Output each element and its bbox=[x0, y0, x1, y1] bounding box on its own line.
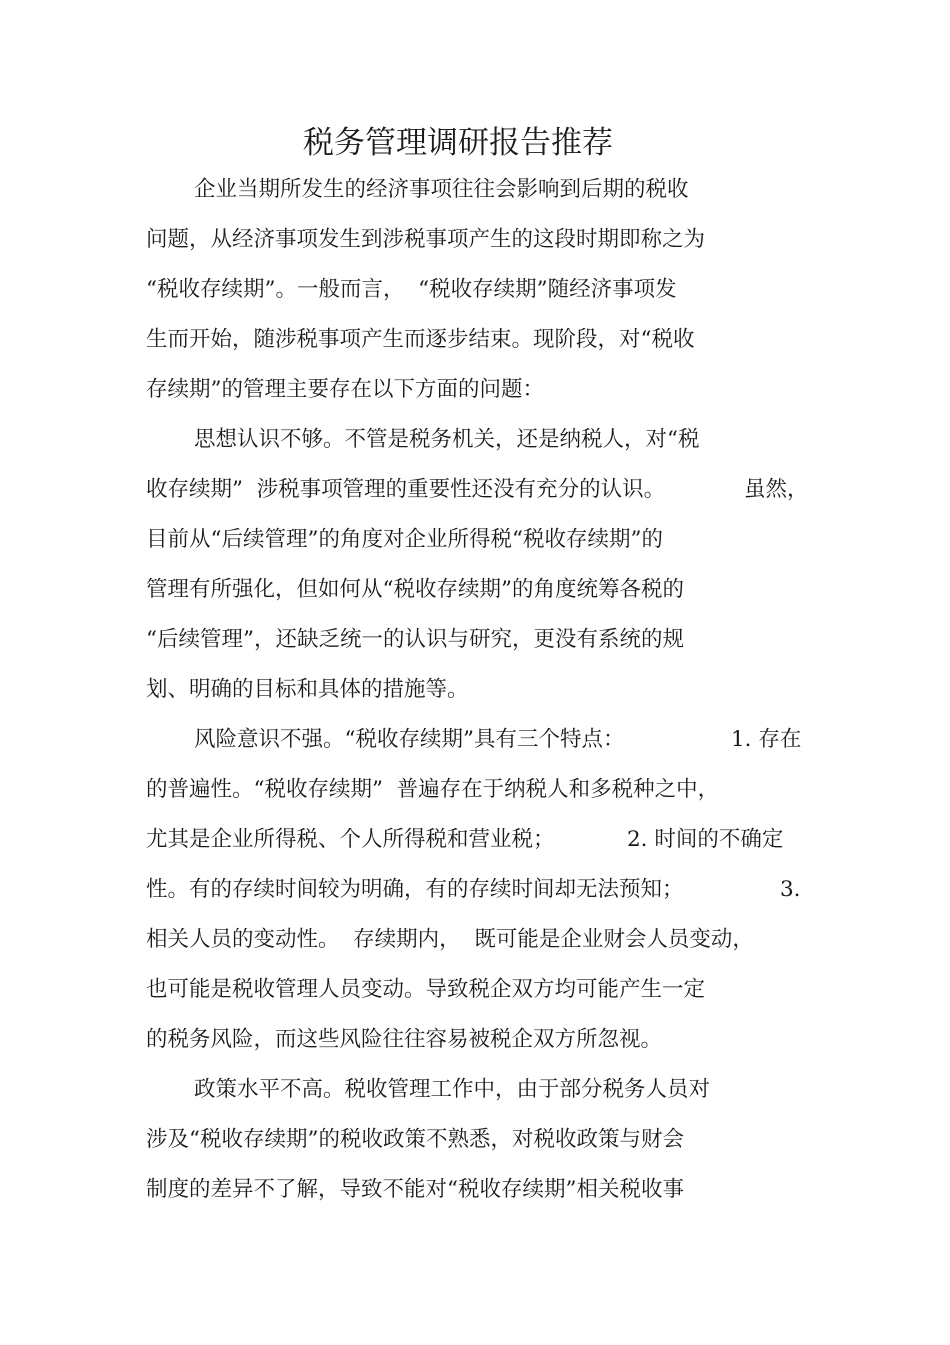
paragraph-1-line-3: “税收存续期”。一般而言， “税收存续期”随经济事项发 bbox=[146, 277, 677, 302]
paragraph-3-line-3: 尤其是企业所得税、个人所得税和营业税； bbox=[146, 827, 555, 852]
paragraph-3-line-6: 也可能是税收管理人员变动。导致税企双方均可能产生一定 bbox=[146, 977, 706, 1002]
paragraph-2-line-2-tail: 虽然， bbox=[744, 477, 809, 502]
paragraph-2-line-6: 划、明确的目标和具体的措施等。 bbox=[146, 677, 469, 702]
paragraph-2-line-5: “后续管理”，还缺乏统一的认识与研究，更没有系统的规 bbox=[146, 627, 684, 652]
paragraph-4-line-2: 涉及“税收存续期”的税收政策不熟悉，对税收政策与财会 bbox=[146, 1127, 684, 1152]
paragraph-3-line-4-tail: 3. bbox=[780, 877, 801, 902]
paragraph-3-line-7: 的税务风险，而这些风险往往容易被税企双方所忽视。 bbox=[146, 1027, 663, 1052]
paragraph-2-line-4: 管理有所强化，但如何从“税收存续期”的角度统筹各税的 bbox=[146, 577, 684, 602]
paragraph-3-line-1-tail: 1. 存在 bbox=[731, 727, 802, 752]
paragraph-2-line-3: 目前从“后续管理”的角度对企业所得税“税收存续期”的 bbox=[146, 527, 663, 552]
paragraph-1-line-2: 问题，从经济事项发生到涉税事项产生的这段时期即称之为 bbox=[146, 227, 706, 252]
paragraph-1-line-5: 存续期”的管理主要存在以下方面的问题： bbox=[146, 377, 544, 402]
paragraph-3-line-4: 性。有的存续时间较为明确，有的存续时间却无法预知； bbox=[146, 877, 684, 902]
paragraph-2-line-2: 收存续期” 涉税事项管理的重要性还没有充分的认识。 bbox=[146, 477, 666, 502]
paragraph-3-line-1: 风险意识不强。“税收存续期”具有三个特点： bbox=[194, 727, 625, 752]
paragraph-2-line-1: 思想认识不够。不管是税务机关，还是纳税人，对“税 bbox=[194, 427, 700, 452]
paragraph-4-line-3: 制度的差异不了解，导致不能对“税收存续期”相关税收事 bbox=[146, 1177, 684, 1202]
paragraph-3-line-5: 相关人员的变动性。 存续期内， 既可能是企业财会人员变动， bbox=[146, 927, 754, 952]
document-title: 税务管理调研报告推荐 bbox=[303, 125, 613, 161]
paragraph-3-line-2: 的普遍性。“税收存续期” 普遍存在于纳税人和多税种之中， bbox=[146, 777, 720, 802]
paragraph-3-line-3-tail: 2. 时间的不确定 bbox=[627, 827, 784, 852]
paragraph-4-line-1: 政策水平不高。税收管理工作中，由于部分税务人员对 bbox=[194, 1077, 711, 1102]
paragraph-1-line-4: 生而开始，随涉税事项产生而逐步结束。现阶段，对“税收 bbox=[146, 327, 695, 352]
paragraph-1-line-1: 企业当期所发生的经济事项往往会影响到后期的税收 bbox=[194, 177, 689, 202]
